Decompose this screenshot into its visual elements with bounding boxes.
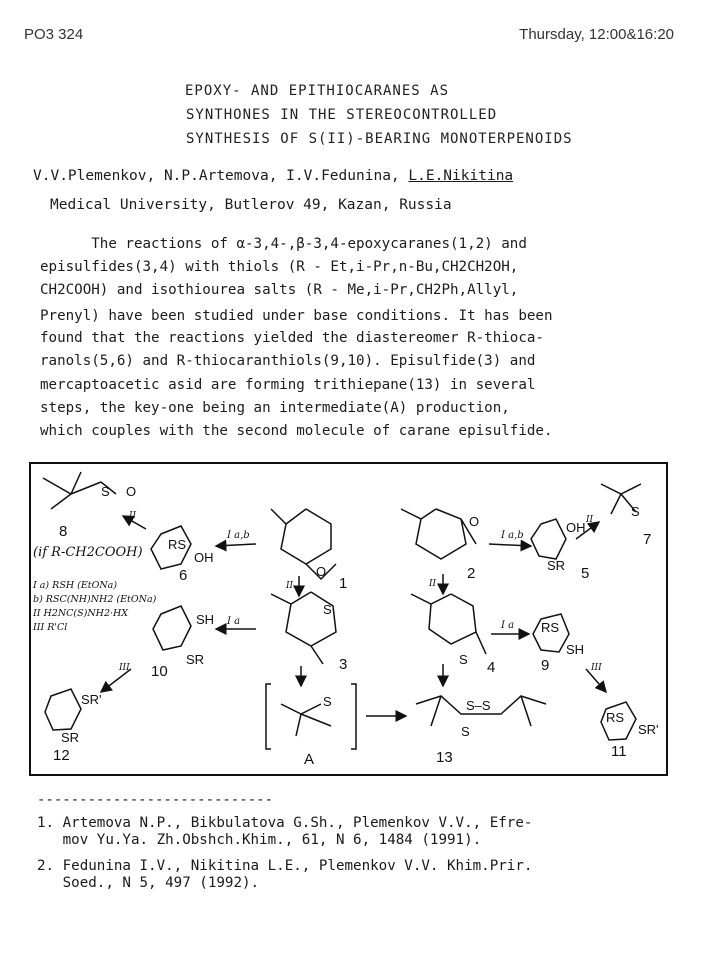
- abstract-line: ranols(5,6) and R-thiocaranthiols(9,10). Episulfide(3) and: [40, 353, 536, 369]
- abstract-line: The reactions of α-3,4-,β-3,4-epoxycaranes(1,2) and: [40, 236, 527, 252]
- atom-s: S: [101, 484, 110, 499]
- affiliation: Medical University, Butlerov 49, Kazan, Russia: [50, 197, 452, 213]
- compound-7-label: 7: [643, 531, 652, 548]
- reaction-scheme: [29, 462, 668, 776]
- note-8: (if R-CH2COOH): [33, 545, 143, 560]
- condition-II: II H2NC(S)NH2·HX: [33, 608, 129, 619]
- mark-arrow-9-11: III: [591, 663, 602, 673]
- compound-4-label: 4: [487, 659, 496, 676]
- compound-3-label: 3: [339, 656, 348, 673]
- structure-5: [531, 519, 566, 559]
- session-time: Thursday, 12:00&16:20: [519, 26, 674, 43]
- atom-rs: RS: [541, 620, 560, 635]
- structure-4: [411, 594, 486, 654]
- reference-2-line-1: 2. Fedunina I.V., Nikitina L.E., Plemenkov V.V. Khim.Prir.: [37, 858, 533, 874]
- abstract-line: CH2COOH) and isothiourea salts (R - Me,i-Pr,CH2Ph,Allyl,: [40, 282, 519, 298]
- abstract-line: found that the reactions yielded the diastereomer R-thioca-: [40, 330, 544, 346]
- reference-2-line-2: Soed., N 5, 497 (1992).: [37, 875, 260, 891]
- poster-code: PO3 324: [24, 26, 84, 43]
- atom-sr: SR: [61, 730, 80, 745]
- authors-list: V.V.Plemenkov, N.P.Artemova, I.V.Fedunina,: [33, 168, 409, 184]
- atom-rs: RS: [168, 537, 187, 552]
- atom-o: O: [126, 484, 137, 499]
- mark-arrow-4-9: I a: [501, 620, 515, 631]
- atom-oh: OH: [566, 520, 586, 535]
- atom-o: O: [469, 514, 480, 529]
- reference-1-line-1: 1. Artemova N.P., Bikbulatova G.Sh., Plemenkov V.V., Efre-: [37, 815, 533, 831]
- compound-6-label: 6: [179, 567, 188, 584]
- atom-s: S: [631, 504, 640, 519]
- atom-s: S: [459, 652, 468, 667]
- title-line-2: SYNTHONES IN THE STEREOCONTROLLED: [186, 107, 498, 123]
- scheme-drawing: [31, 464, 666, 774]
- mark-arrow-6-8: II: [129, 511, 137, 521]
- arrow-2-to-5: [489, 544, 531, 546]
- condition-I-b: b) RSC(NH)NH2 (EtONa): [33, 594, 157, 605]
- atom-sr-prime: SR': [638, 722, 659, 737]
- atom-s: S: [461, 724, 470, 739]
- abstract-line: episulfides(3,4) with thiols (R - Et,i-Pr,n-Bu,CH2CH2OH,: [40, 259, 519, 275]
- structure-2: [401, 509, 476, 559]
- atom-sh: SH: [196, 612, 215, 627]
- reference-1-line-2: mov Yu.Ya. Zh.Obshch.Khim., 61, N 6, 1484 (1991).: [37, 832, 482, 848]
- mark-arrow-1-3: II: [286, 581, 294, 591]
- abstract-line: Prenyl) have been studied under base conditions. It has been: [40, 308, 553, 324]
- compound-2-label: 2: [467, 565, 476, 582]
- atom-s: S: [323, 602, 332, 617]
- atom-oh: OH: [194, 550, 214, 565]
- structure-1: [271, 509, 336, 579]
- atom-rs: RS: [606, 710, 625, 725]
- condition-I: I a) RSH (EtONa): [33, 580, 118, 591]
- mark-arrow-10-12: III: [119, 663, 130, 673]
- authors: [33, 168, 513, 184]
- atom-sr: SR: [547, 558, 566, 573]
- compound-11-label: 11: [611, 743, 627, 760]
- compound-9-label: 9: [541, 657, 550, 674]
- abstract-line: which couples with the second molecule of carane episulfide.: [40, 423, 553, 439]
- references-separator: ----------------------------: [37, 792, 274, 808]
- compound-1-label: 1: [339, 575, 348, 592]
- abstract-line: steps, the key-one being an intermediate(A) production,: [40, 400, 510, 416]
- atom-sr-prime: SR': [81, 692, 102, 707]
- condition-III: III R'Cl: [33, 622, 68, 633]
- mark-arrow-2-4: II: [429, 579, 437, 589]
- atom-s: S: [323, 694, 332, 709]
- mark-arrow-2-5: I a,b: [501, 530, 524, 541]
- compound-8-label: 8: [59, 523, 68, 540]
- arrow-1-to-6: [216, 544, 256, 546]
- compound-10-label: 10: [151, 663, 168, 680]
- presenting-author: L.E.Nikitina: [408, 168, 514, 184]
- mark-arrow-3-10: I a: [227, 616, 241, 627]
- mark-arrow-1-6: I a,b: [227, 530, 250, 541]
- atom-sh: SH: [566, 642, 585, 657]
- atom-s-s: S–S: [466, 698, 491, 713]
- structure-10: [153, 606, 191, 650]
- compound-12-label: 12: [53, 747, 70, 764]
- title-line-3: SYNTHESIS OF S(II)-BEARING MONOTERPENOIDS: [186, 131, 573, 147]
- intermediate-A-label: A: [304, 751, 315, 768]
- compound-13-label: 13: [436, 749, 453, 766]
- atom-o: O: [316, 564, 327, 579]
- structure-12: [45, 689, 81, 730]
- title-line-1: EPOXY- AND EPITHIOCARANES AS: [185, 83, 450, 99]
- bracket-A: [266, 684, 356, 749]
- compound-5-label: 5: [581, 565, 590, 582]
- abstract-line: mercaptoacetic asid are forming trithiepane(13) in several: [40, 377, 536, 393]
- mark-arrow-5-7: II: [586, 515, 594, 525]
- atom-sr: SR: [186, 652, 205, 667]
